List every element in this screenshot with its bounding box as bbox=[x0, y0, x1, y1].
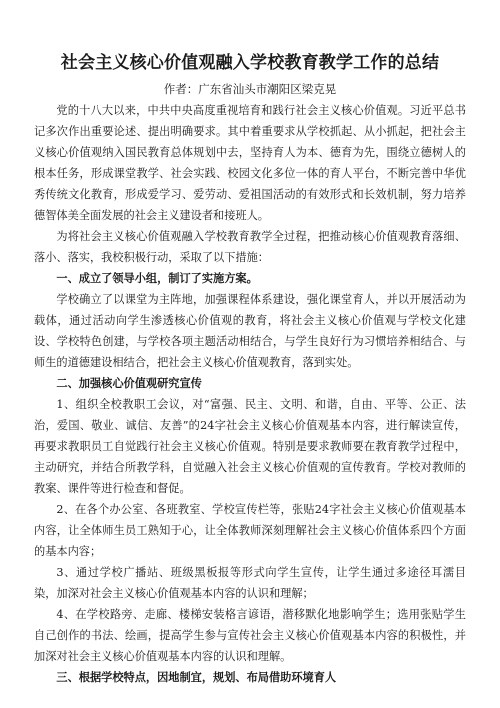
section-heading: 二、加强核心价值观研究宣传 bbox=[56, 377, 202, 390]
body-paragraph: 4、在学校路旁、走廊、楼梯安装格言谚语，潜移默化地影响学生；选用张贴学生自己创作的书法、绘画，提高学生参与宣传社会主义核心价值观基本内容的积极性，并加深对社会主义核心价值观基本内容的认识和理解。 bbox=[34, 608, 466, 663]
body-paragraph: 为将社会主义核心价值观融入学校教育教学全过程，把推动核心价值观教育落细、落小、落实，我校积极行动，采取了以下措施： bbox=[34, 230, 466, 264]
body-paragraph: 3、通过学校广播站、班级黑板报等形式向学生宣传，让学生通过多途径耳濡目染，加深对社会主义核心价值观基本内容的认识和理解； bbox=[34, 566, 466, 600]
body-paragraph: 2、在各个办公室、各班教室、学校宣传栏等，张贴24字社会主义核心价值观基本内容，让全体师生员工熟知于心，让全体教师深刻理解社会主义核心价值体系四个方面的基本内容； bbox=[34, 503, 466, 558]
section-heading: 一、成立了领导小组，制订了实施方案。 bbox=[56, 272, 258, 285]
document-title: 社会主义核心价值观融入学校教育教学工作的总结 bbox=[60, 53, 440, 73]
section-heading: 三、根据学校特点，因地制宜，规划、布局借助环境育人 bbox=[56, 671, 337, 684]
body-paragraph: 1、组织全校教职工会议，对“富强、民主、文明、和谐，自由、平等、公正、法治，爱国、敬业、诚信、友善”的24字社会主义核心价值观基本内容，进行解读宣传，再要求教职员工自觉践行社会主义核心价值观。特别是要求教师要在教育教学过程中，主动研究，并结合所教学科，自觉融入社会主义核心价值观的宣传教育。学校对教师的教案、课件等进行检查和督促。 bbox=[34, 398, 466, 495]
body-paragraph: 党的十八大以来，中共中央高度重视培育和践行社会主义核心价值观。习近平总书记多次作出重要论述、提出明确要求。其中着重要求从学校抓起、从小抓起，把社会主义核心价值观纳入国民教育总体规划中去，坚持育人为本、德育为先，围绕立德树人的根本任务，形成课堂教学、社会实践、校园文化多位一体的育人平台，不断完善中华优秀传统文化教育，形成爱学习、爱劳动、爱祖国活动的有效形式和长效机制，努力培养德智体美全面发展的社会主义建设者和接班人。 bbox=[34, 104, 466, 222]
body-paragraph: 学校确立了以课堂为主阵地，加强课程体系建设，强化课堂育人，并以开展活动为载体，通过活动向学生渗透核心价值观的教育，将社会主义核心价值观与学校文化建设、学校特色创建，与学校各项主题活动相结合，与学生良好行为习惯培养相结合、与师生的道德建设相结合，把社会主义核心价值观教育，落到实处。 bbox=[34, 293, 466, 369]
author-line: 作者：广东省汕头市潮阳区梁克晃 bbox=[163, 82, 337, 96]
document-body bbox=[34, 100, 466, 688]
